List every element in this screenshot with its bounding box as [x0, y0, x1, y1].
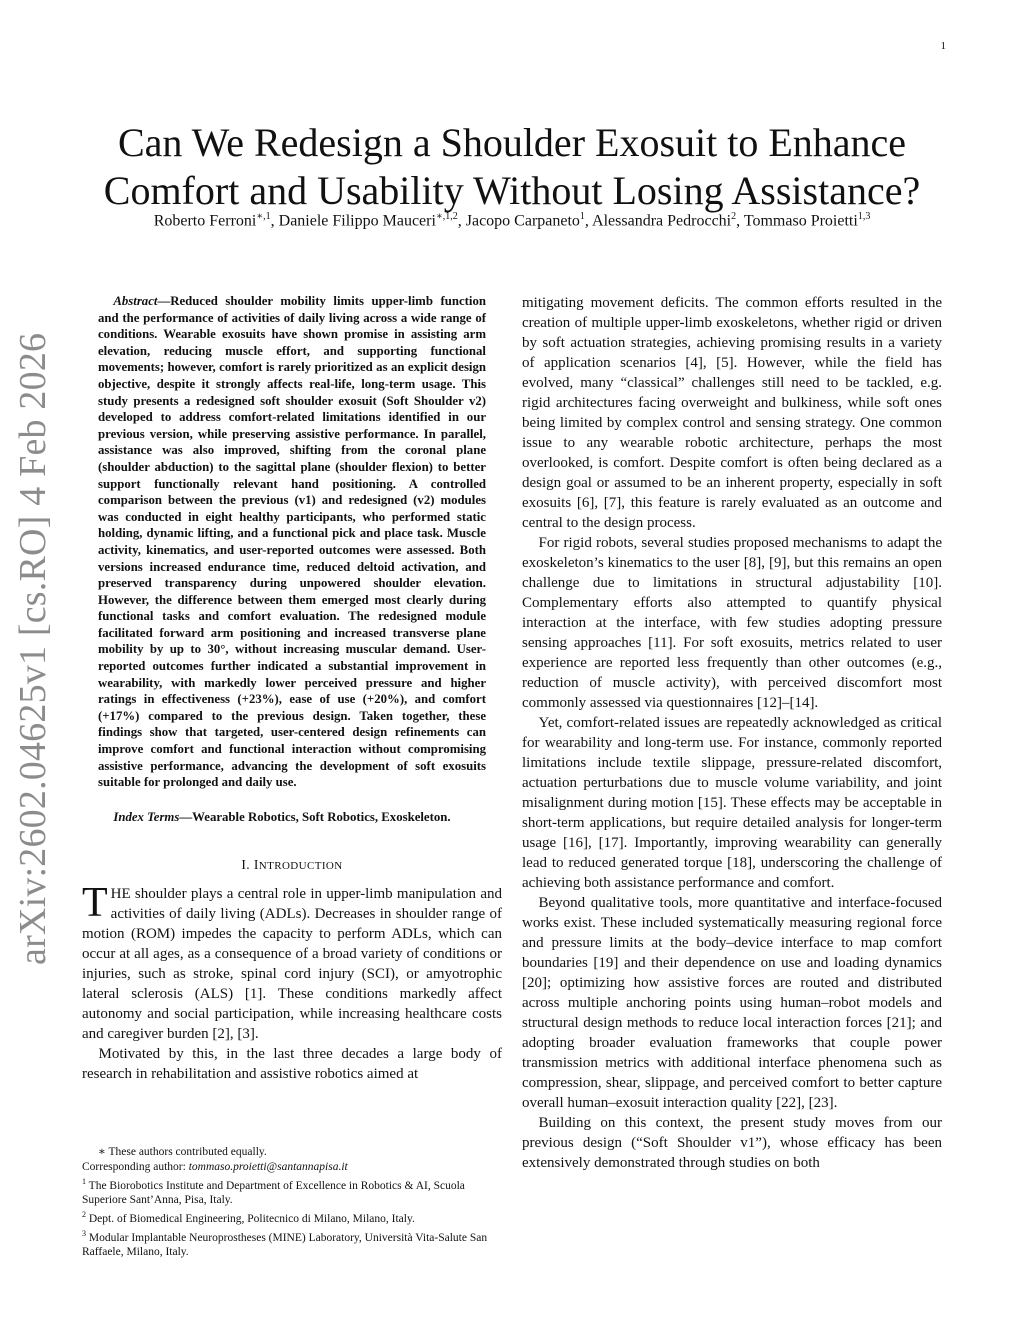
- footnote-affiliation-1: [82, 1175, 502, 1208]
- author-name: Roberto Ferroni: [153, 212, 257, 230]
- section-heading-introduction: I. INTRODUCTION: [241, 857, 343, 873]
- index-terms-label: Index Terms: [113, 809, 180, 824]
- right-column: [522, 293, 942, 1173]
- body-paragraph: mitigating movement deficits. The common efforts resulted in the creation of multiple upper-limb exoskeletons, whether rigid or driven by soft actuation strategies, achieving promising results in a variety of application scenarios [4], [5]. However, while the field has evolved, many “classical” challenges still need to be tackled, e.g. rigid architectures facing overweight and bulkiness, while soft ones being limited by complex control and sensing strategy. One common issue to any wearable robotic architecture, perhaps the most overlooked, is comfort. Despite comfort is often being declared as a design goal or assumed to be an inherent property, especially in soft exosuits [6], [7], this feature is rarely evaluated as an outcome and central to the design process.: [522, 295, 942, 531]
- footnote-marker: 1: [82, 1176, 86, 1186]
- footnote-affiliation-2: [82, 1208, 502, 1227]
- author-name: Jacopo Carpaneto: [465, 212, 580, 230]
- author-name: Alessandra Pedrocchi: [592, 212, 732, 230]
- intro-paragraph-1: [82, 880, 502, 1044]
- drop-cap: T: [82, 880, 108, 927]
- abstract-text: —Reduced shoulder mobility limits upper-limb function and the performance of activities of daily living across a wide range of conditions. Wearable exosuits have shown promise in assisting arm elevation, reducing muscle effort, and supporting functional movements; however, comfort is rarely prioritized as an explicit design objective, despite it strongly affects real-life, long-term usage. This study presents a redesigned soft shoulder exosuit (Soft Shoulder v2) developed to address comfort-related limitations identified in our previous version, while preserving assistive performance. In parallel, assistance was also improved, shifting from the coronal plane (shoulder abduction) to the sagittal plane (shoulder flexion) to better support functionally relevant hand positioning. A controlled comparison between the previous (v1) and redesigned (v2) modules was conducted in eight healthy participants, who performed static holding, dynamic lifting, and a functional pick and place task. Muscle activity, kinematics, and user-reported outcomes were assessed. Both versions increased endurance time, reduced deltoid activation, and preserved transparency during unpowered shoulder elevation. However, the difference between them emerged most clearly during functional tasks and comfort evaluation. The redesigned module facilitated forward arm positioning and increased transverse plane mobility by up to 30°, without increasing muscular demand. User-reported outcomes further indicated a substantial improvement in wearability, with markedly lower perceived pressure and higher ratings in effectiveness (+23%), ease of use (+20%), and comfort (+17%) compared to the previous design. Taken together, these findings show that targeted, user-centered design refinements can improve comfort and functional interaction without compromising assistive performance, advancing the development of soft exosuits suitable for prolonged and daily use.: [98, 294, 486, 790]
- paper-title-line-1: Can We Redesign a Shoulder Exosuit to Enhance: [117, 119, 907, 165]
- abstract: [98, 293, 486, 791]
- body-paragraph: For rigid robots, several studies proposed mechanisms to adapt the exoskeleton’s kinematics to the user [8], [9], but this remains an open challenge due to limitations in structural adjustability [10]. Complementary efforts also attempted to quantify physical interaction at the interface, with few studies adopting pressure sensing approaches [11]. For soft exosuits, metrics related to user experience are reported less frequently than other outcomes (e.g., reduction of muscle activity), with perceived discomfort most commonly assessed via questionnaires [12]–[14].: [522, 535, 942, 711]
- body-paragraph: Beyond qualitative tools, more quantitative and interface-focused works exist. These included systematically measuring regional force and pressure limits at the body–device interface to map comfort boundaries [19] and their dependence on use and loading dynamics [20]; optimizing how assistive forces are routed and distributed across multiple anchoring points using human–robot models and structural design methods to reduce local interaction forces [21]; and adopting broader evaluation frameworks that couple power transmission metrics with additional interface phenomena such as compression, shear, slippage, and perceived comfort to better capture overall human–exosuit interaction quality [22], [23].: [522, 895, 942, 1111]
- author-affiliation: 2: [731, 211, 737, 222]
- footnote-affiliation-3: [82, 1227, 502, 1260]
- author-affiliation: 1: [579, 211, 585, 222]
- index-terms: [98, 809, 486, 826]
- author-name: Daniele Filippo Mauceri: [278, 212, 436, 230]
- arxiv-identifier-stamp: arXiv:2602.04625v1 [cs.RO] 4 Feb 2026: [12, 332, 54, 965]
- corresponding-email-link[interactable]: tommaso.proietti@santannapisa.it: [188, 1160, 348, 1173]
- author-name: Tommaso Proietti: [743, 212, 858, 230]
- body-paragraph: Building on this context, the present study moves from our previous design (“Soft Shoulder v1”), whose efficacy has been extensively demonstrated through studies on both: [522, 1115, 942, 1171]
- paper-title-line-2: Comfort and Usability Without Losing Assistance?: [103, 167, 921, 213]
- body-paragraph: Yet, comfort-related issues are repeatedly acknowledged as critical for wearability and long-term use. For instance, commonly reported limitations include textile slippage, pressure-related discomfort, actuation perturbations due to muscle volume variability, and joint misalignment during motion [15]. These effects may be acceptable in short-term applications, but require detailed analysis for longer-term usage [16], [17]. Importantly, improving wearability can generally lead to reduced generated torque [18], underscoring the challenge of achieving both assistance performance and comfort.: [522, 715, 942, 891]
- footnote-marker: 2: [82, 1210, 86, 1220]
- author-affiliation: ∗,1,2: [435, 211, 458, 222]
- footnote-affiliation-3-text: Modular Implantable Neuroprostheses (MINE) Laboratory, Università Vita-Salute San Raffaele, Milano, Italy.: [82, 1231, 488, 1259]
- author-affiliation: 1,3: [857, 211, 871, 222]
- left-column: [82, 293, 502, 1084]
- footnote-affiliation-1-text: The Biorobotics Institute and Department of Excellence in Robotics & AI, Scuola Superiore Sant’Anna, Pisa, Italy.: [82, 1179, 465, 1207]
- paper-title: [60, 119, 964, 215]
- footnote-corresponding-label: Corresponding author:: [82, 1160, 189, 1173]
- author-affiliation: ∗,1: [256, 211, 271, 222]
- index-terms-text: —Wearable Robotics, Soft Robotics, Exoskeleton.: [179, 809, 451, 824]
- footnote-affiliation-2-text: Dept. of Biomedical Engineering, Politecnico di Milano, Milano, Italy.: [86, 1212, 415, 1225]
- abstract-label: Abstract: [113, 294, 158, 308]
- intro-paragraph-1-text: HE shoulder plays a central role in upper-limb manipulation and activities of daily living (ADLs). Decreases in shoulder range of motion (ROM) impedes the capacity to perform ADLs, which can occur at all ages, as a consequence of a broad variety of conditions or injuries, such as stroke, spinal cord injury (SCI), or amyotrophic lateral sclerosis (ALS) [1]. These conditions markedly affect autonomy and social participation, while increasing healthcare costs and caregiver burden [2], [3].: [82, 886, 502, 1043]
- footnote-marker: 3: [82, 1228, 86, 1238]
- intro-paragraph-2: Motivated by this, in the last three decades a large body of research in rehabilitation and assistive robotics aimed at: [82, 1046, 502, 1083]
- footnote-corresponding-author: [82, 1160, 502, 1175]
- page-number: 1: [940, 40, 946, 52]
- footnote-equal-contribution: ∗ These authors contributed equally.: [98, 1146, 267, 1158]
- footnotes: [82, 1145, 502, 1260]
- author-list: Roberto Ferroni$^{∗,1}$, Daniele Filippo Mauceri$^{∗,1,2}$, Jacopo Carpaneto$^1$, Alessandra Pedrocchi$^2$, Tommaso Proietti$^{1,3}$: [153, 211, 871, 230]
